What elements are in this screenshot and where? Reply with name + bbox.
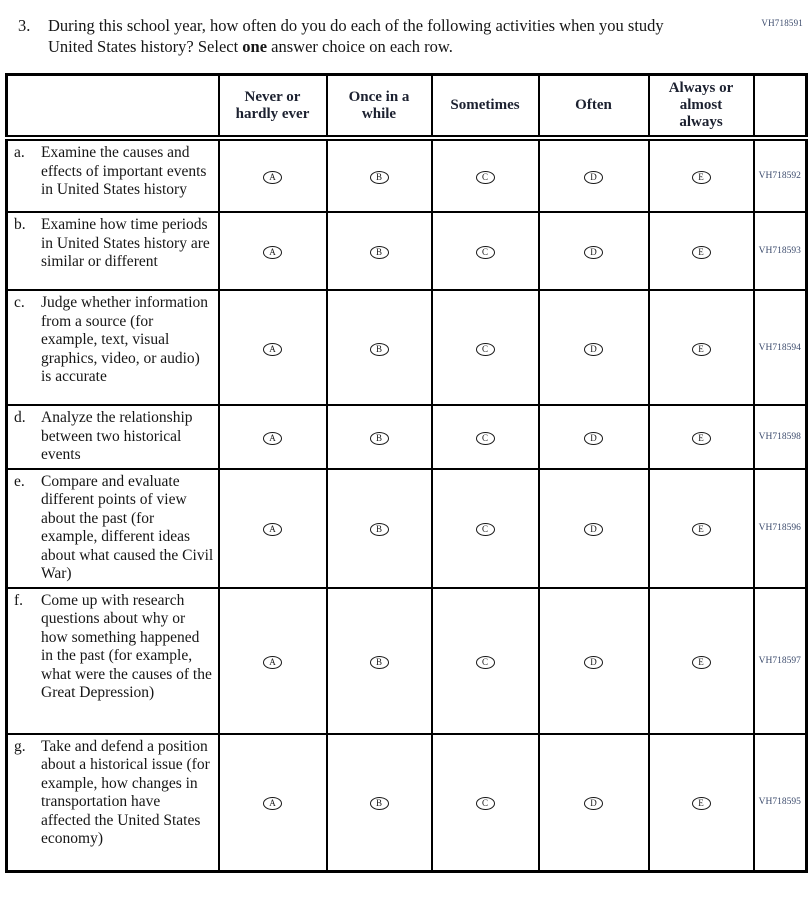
- answer-bubble[interactable]: A: [263, 432, 282, 445]
- question-text: [48, 15, 666, 57]
- answer-bubble[interactable]: C: [476, 797, 495, 810]
- answer-bubble[interactable]: B: [370, 656, 389, 669]
- answer-bubble[interactable]: A: [263, 797, 282, 810]
- table-row: [7, 588, 807, 734]
- answer-bubble[interactable]: D: [584, 797, 603, 810]
- option-cell-d: [539, 588, 649, 734]
- option-cell-c: [432, 290, 539, 405]
- option-cell-a: [219, 469, 327, 588]
- option-cell-d: [539, 469, 649, 588]
- row-stem-cell: [7, 138, 219, 212]
- question-number: 3.: [18, 16, 31, 35]
- option-cell-b: [327, 212, 432, 290]
- row-stem-cell: [7, 212, 219, 290]
- row-letter: a.: [14, 144, 25, 161]
- option-cell-a: [219, 290, 327, 405]
- row-code: VH718593: [754, 212, 807, 290]
- option-cell-c: [432, 212, 539, 290]
- answer-bubble[interactable]: A: [263, 523, 282, 536]
- option-cell-b: [327, 588, 432, 734]
- answer-bubble[interactable]: E: [692, 432, 711, 445]
- col-header-sometimes: Sometimes: [432, 75, 539, 139]
- answer-bubble[interactable]: B: [370, 523, 389, 536]
- activity-frequency-table: [5, 73, 808, 873]
- row-code: VH718595: [754, 734, 807, 872]
- option-cell-d: [539, 734, 649, 872]
- option-cell-c: [432, 469, 539, 588]
- answer-bubble[interactable]: B: [370, 343, 389, 356]
- table-row: [7, 469, 807, 588]
- col-header-code-blank: [754, 75, 807, 139]
- question-text-after: answer choice on each row.: [267, 37, 453, 56]
- row-activity-text: Take and defend a position about a historical issue (for example, how changes in transportation have affected the United States economy): [41, 737, 210, 847]
- answer-bubble[interactable]: D: [584, 523, 603, 536]
- row-activity-text: Judge whether information from a source (for example, text, visual graphics, video, or audio) is accurate: [41, 294, 209, 385]
- answer-bubble[interactable]: E: [692, 523, 711, 536]
- row-stem-cell: [7, 290, 219, 405]
- answer-bubble[interactable]: C: [476, 343, 495, 356]
- option-cell-a: [219, 138, 327, 212]
- option-cell-c: [432, 138, 539, 212]
- answer-bubble[interactable]: E: [692, 797, 711, 810]
- answer-bubble[interactable]: E: [692, 246, 711, 259]
- option-cell-e: [649, 734, 754, 872]
- row-code: VH718598: [754, 405, 807, 469]
- option-cell-c: [432, 405, 539, 469]
- row-code: VH718592: [754, 138, 807, 212]
- answer-bubble[interactable]: E: [692, 656, 711, 669]
- answer-bubble[interactable]: C: [476, 432, 495, 445]
- page-item-code: VH718591: [761, 18, 803, 28]
- question-text-before: During this school year, how often do you do each of the following activities when you study United States history? Select: [48, 16, 664, 56]
- question-block: [18, 15, 810, 57]
- option-cell-c: [432, 734, 539, 872]
- option-cell-d: [539, 212, 649, 290]
- question-text-bold-word: one: [242, 37, 268, 56]
- col-header-often: Often: [539, 75, 649, 139]
- option-cell-a: [219, 212, 327, 290]
- option-cell-d: [539, 138, 649, 212]
- option-cell-e: [649, 212, 754, 290]
- table-body: [7, 138, 807, 872]
- row-letter: b.: [14, 216, 26, 233]
- answer-bubble[interactable]: A: [263, 171, 282, 184]
- table-row: [7, 405, 807, 469]
- option-cell-c: [432, 588, 539, 734]
- option-cell-b: [327, 734, 432, 872]
- answer-bubble[interactable]: B: [370, 171, 389, 184]
- row-letter: c.: [14, 294, 25, 311]
- row-letter: g.: [14, 737, 26, 755]
- table-row: [7, 290, 807, 405]
- answer-bubble[interactable]: B: [370, 246, 389, 259]
- option-cell-b: [327, 405, 432, 469]
- answer-bubble[interactable]: C: [476, 523, 495, 536]
- answer-bubble[interactable]: D: [584, 432, 603, 445]
- answer-bubble[interactable]: D: [584, 343, 603, 356]
- row-letter: e.: [14, 472, 25, 490]
- row-stem-cell: [7, 469, 219, 588]
- option-cell-e: [649, 290, 754, 405]
- answer-bubble[interactable]: A: [263, 246, 282, 259]
- answer-bubble[interactable]: A: [263, 343, 282, 356]
- row-activity-text: Analyze the relationship between two historical events: [41, 409, 193, 463]
- row-code: VH718597: [754, 588, 807, 734]
- option-cell-b: [327, 290, 432, 405]
- answer-bubble[interactable]: D: [584, 246, 603, 259]
- row-code: VH718594: [754, 290, 807, 405]
- answer-bubble[interactable]: B: [370, 797, 389, 810]
- answer-bubble[interactable]: A: [263, 656, 282, 669]
- option-cell-a: [219, 734, 327, 872]
- row-activity-text: Compare and evaluate different points of view about the past (for example, different ideas about what caused the Civil War): [41, 472, 214, 582]
- row-stem-cell: [7, 588, 219, 734]
- option-cell-d: [539, 290, 649, 405]
- option-cell-e: [649, 469, 754, 588]
- answer-bubble[interactable]: B: [370, 432, 389, 445]
- answer-bubble[interactable]: C: [476, 656, 495, 669]
- answer-bubble[interactable]: D: [584, 171, 603, 184]
- row-letter: f.: [14, 591, 24, 609]
- answer-bubble[interactable]: D: [584, 656, 603, 669]
- row-activity-text: Examine the causes and effects of important events in United States history: [41, 144, 207, 198]
- option-cell-e: [649, 405, 754, 469]
- option-cell-b: [327, 138, 432, 212]
- row-code: VH718596: [754, 469, 807, 588]
- answer-bubble[interactable]: C: [476, 246, 495, 259]
- row-activity-text: Examine how time periods in United States history are similar or different: [41, 216, 210, 270]
- option-cell-e: [649, 138, 754, 212]
- row-activity-text: Come up with research questions about why or how something happened in the past (for example, what were the causes of the Great Depression): [41, 591, 212, 701]
- option-cell-a: [219, 588, 327, 734]
- header-row: [7, 75, 807, 139]
- table-row: [7, 138, 807, 212]
- option-cell-d: [539, 405, 649, 469]
- option-cell-e: [649, 588, 754, 734]
- col-header-always-or-almost-always: Always or almost always: [649, 75, 754, 139]
- option-cell-a: [219, 405, 327, 469]
- row-stem-cell: [7, 405, 219, 469]
- col-header-stem-blank: [7, 75, 219, 139]
- row-letter: d.: [14, 409, 26, 426]
- table-row: [7, 212, 807, 290]
- col-header-once-in-a-while: Once in a while: [327, 75, 432, 139]
- answer-bubble[interactable]: E: [692, 171, 711, 184]
- option-cell-b: [327, 469, 432, 588]
- table-row: [7, 734, 807, 872]
- col-header-never-or-hardly-ever: Never or hardly ever: [219, 75, 327, 139]
- answer-bubble[interactable]: E: [692, 343, 711, 356]
- row-stem-cell: [7, 734, 219, 872]
- answer-bubble[interactable]: C: [476, 171, 495, 184]
